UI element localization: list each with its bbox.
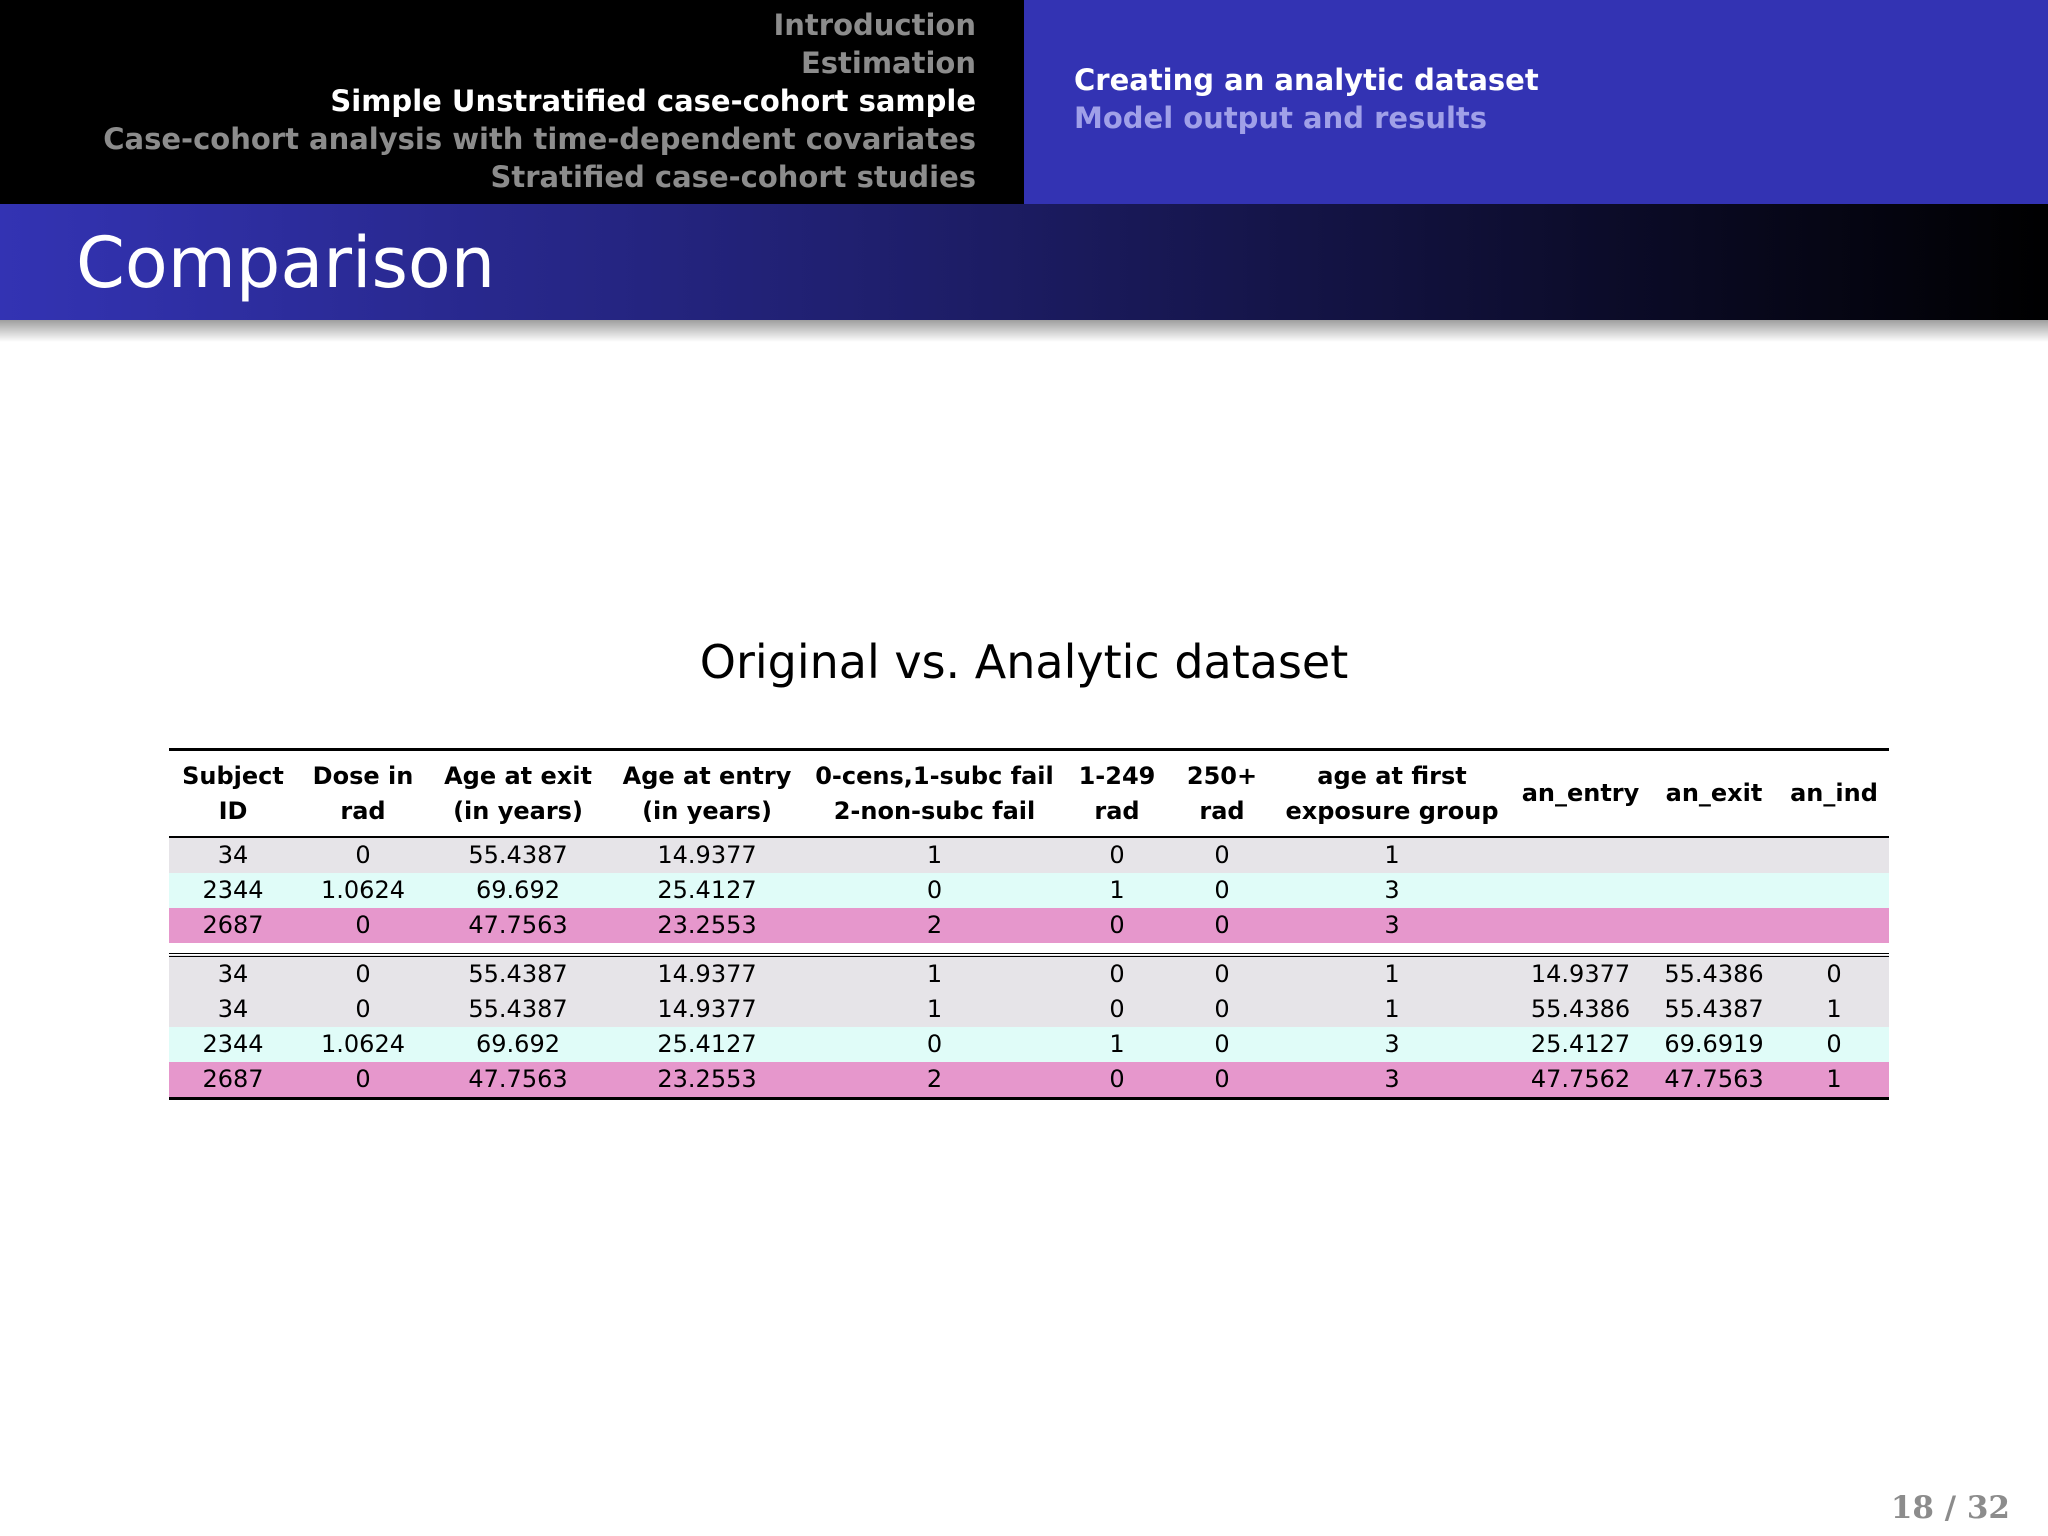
cell-an-exit — [1649, 873, 1779, 908]
cell-subject-id: 2687 — [169, 1062, 297, 1099]
table-row — [169, 955, 1889, 992]
col-header-dose: Dose in rad — [297, 750, 429, 838]
original-rows — [169, 837, 1889, 943]
cell-an-entry: 25.4127 — [1512, 1027, 1649, 1062]
cell-status: 2 — [807, 1062, 1062, 1099]
nav-subsections-panel — [1024, 0, 2048, 204]
cell-rad-1-249: 0 — [1062, 992, 1172, 1027]
table-row — [169, 873, 1889, 908]
cell-subject-id: 34 — [169, 955, 297, 992]
cell-an-entry: 47.7562 — [1512, 1062, 1649, 1099]
cell-age-first-exposure: 1 — [1272, 837, 1512, 873]
cell-an-entry: 55.4386 — [1512, 992, 1649, 1027]
cell-rad-1-249: 0 — [1062, 837, 1172, 873]
cell-status: 1 — [807, 955, 1062, 992]
nav-sections-panel — [0, 0, 1024, 204]
cell-an-ind: 1 — [1779, 992, 1889, 1027]
cell-age-exit: 69.692 — [429, 1027, 607, 1062]
cell-an-exit: 47.7563 — [1649, 1062, 1779, 1099]
cell-subject-id: 2344 — [169, 1027, 297, 1062]
cell-subject-id: 2344 — [169, 873, 297, 908]
cell-age-entry: 14.9377 — [607, 992, 807, 1027]
cell-rad-250: 0 — [1172, 1027, 1272, 1062]
cell-age-entry: 25.4127 — [607, 873, 807, 908]
col-header-subject-id: Subject ID — [169, 750, 297, 838]
cell-an-exit: 55.4387 — [1649, 992, 1779, 1027]
col-header-age-exit: Age at exit (in years) — [429, 750, 607, 838]
cell-an-entry: 14.9377 — [1512, 955, 1649, 992]
col-header-status: 0-cens,1-subc fail 2-non-subc fail — [807, 750, 1062, 838]
table-row — [169, 1027, 1889, 1062]
cell-age-entry: 23.2553 — [607, 1062, 807, 1099]
cell-rad-1-249: 0 — [1062, 955, 1172, 992]
cell-dose: 0 — [297, 955, 429, 992]
nav-subsection-model-output[interactable]: Model output and results — [1074, 101, 1488, 135]
cell-age-first-exposure: 3 — [1272, 1062, 1512, 1099]
cell-age-exit: 55.4387 — [429, 992, 607, 1027]
cell-age-exit: 55.4387 — [429, 837, 607, 873]
cell-subject-id: 34 — [169, 837, 297, 873]
col-header-age-entry: Age at entry (in years) — [607, 750, 807, 838]
cell-an-ind: 0 — [1779, 955, 1889, 992]
cell-an-entry — [1512, 873, 1649, 908]
table-row — [169, 992, 1889, 1027]
section-list — [103, 6, 976, 196]
cell-age-exit: 55.4387 — [429, 955, 607, 992]
cell-age-entry: 23.2553 — [607, 908, 807, 943]
title-bar-shadow — [0, 320, 2048, 342]
cell-dose: 0 — [297, 837, 429, 873]
cell-age-first-exposure: 1 — [1272, 955, 1512, 992]
cell-age-first-exposure: 3 — [1272, 873, 1512, 908]
cell-age-exit: 47.7563 — [429, 908, 607, 943]
cell-rad-1-249: 1 — [1062, 1027, 1172, 1062]
cell-rad-250: 0 — [1172, 992, 1272, 1027]
nav-section-time-dependent[interactable]: Case-cohort analysis with time-dependent covariates — [103, 122, 976, 156]
cell-rad-250: 0 — [1172, 837, 1272, 873]
col-header-250-rad: 250+ rad — [1172, 750, 1272, 838]
col-header-age-first-exposure: age at first exposure group — [1272, 750, 1512, 838]
cell-dose: 0 — [297, 1062, 429, 1099]
page-number: 18 / 32 — [1890, 1490, 2010, 1526]
cell-rad-250: 0 — [1172, 873, 1272, 908]
table-row — [169, 908, 1889, 943]
cell-subject-id: 2687 — [169, 908, 297, 943]
cell-dose: 0 — [297, 908, 429, 943]
table-caption: Original vs. Analytic dataset — [699, 635, 1349, 689]
cell-rad-1-249: 0 — [1062, 1062, 1172, 1099]
table-row — [169, 1062, 1889, 1099]
cell-an-ind — [1779, 873, 1889, 908]
cell-status: 2 — [807, 908, 1062, 943]
cell-age-entry: 14.9377 — [607, 955, 807, 992]
header-row — [169, 750, 1889, 838]
table-header — [169, 750, 1889, 838]
col-header-an-ind: an_ind — [1779, 750, 1889, 838]
cell-age-first-exposure: 1 — [1272, 992, 1512, 1027]
cell-an-exit — [1649, 837, 1779, 873]
cell-rad-1-249: 0 — [1062, 908, 1172, 943]
cell-status: 1 — [807, 837, 1062, 873]
cell-rad-250: 0 — [1172, 955, 1272, 992]
cell-rad-250: 0 — [1172, 908, 1272, 943]
cell-an-entry — [1512, 837, 1649, 873]
cell-age-first-exposure: 3 — [1272, 908, 1512, 943]
cell-age-entry: 25.4127 — [607, 1027, 807, 1062]
cell-dose: 1.0624 — [297, 873, 429, 908]
cell-rad-1-249: 1 — [1062, 873, 1172, 908]
col-header-an-entry: an_entry — [1512, 750, 1649, 838]
cell-an-ind: 1 — [1779, 1062, 1889, 1099]
cell-age-entry: 14.9377 — [607, 837, 807, 873]
cell-an-exit: 55.4386 — [1649, 955, 1779, 992]
cell-an-ind — [1779, 837, 1889, 873]
table-row — [169, 837, 1889, 873]
cell-status: 0 — [807, 1027, 1062, 1062]
frame-title: Comparison — [76, 222, 496, 304]
comparison-table-wrap — [169, 748, 1889, 1100]
cell-dose: 0 — [297, 992, 429, 1027]
cell-age-exit: 69.692 — [429, 873, 607, 908]
cell-age-first-exposure: 3 — [1272, 1027, 1512, 1062]
col-header-1-249-rad: 1-249 rad — [1062, 750, 1172, 838]
cell-status: 1 — [807, 992, 1062, 1027]
analytic-rows — [169, 955, 1889, 1099]
cell-dose: 1.0624 — [297, 1027, 429, 1062]
nav-subsection-creating-dataset[interactable]: Creating an analytic dataset — [1074, 63, 1539, 97]
cell-subject-id: 34 — [169, 992, 297, 1027]
comparison-table — [169, 748, 1889, 1100]
col-header-an-exit: an_exit — [1649, 750, 1779, 838]
cell-status: 0 — [807, 873, 1062, 908]
cell-an-ind — [1779, 908, 1889, 943]
cell-an-entry — [1512, 908, 1649, 943]
cell-an-exit — [1649, 908, 1779, 943]
cell-rad-250: 0 — [1172, 1062, 1272, 1099]
block-gap — [169, 943, 1889, 955]
nav-section-introduction[interactable]: Introduction — [773, 8, 976, 42]
nav-section-stratified[interactable]: Stratified case-cohort studies — [490, 160, 976, 194]
nav-section-estimation[interactable]: Estimation — [800, 46, 976, 80]
cell-an-ind: 0 — [1779, 1027, 1889, 1062]
nav-section-simple-unstratified[interactable]: Simple Unstratified case-cohort sample — [330, 84, 976, 118]
cell-age-exit: 47.7563 — [429, 1062, 607, 1099]
subsection-list — [1074, 61, 1539, 137]
cell-an-exit: 69.6919 — [1649, 1027, 1779, 1062]
